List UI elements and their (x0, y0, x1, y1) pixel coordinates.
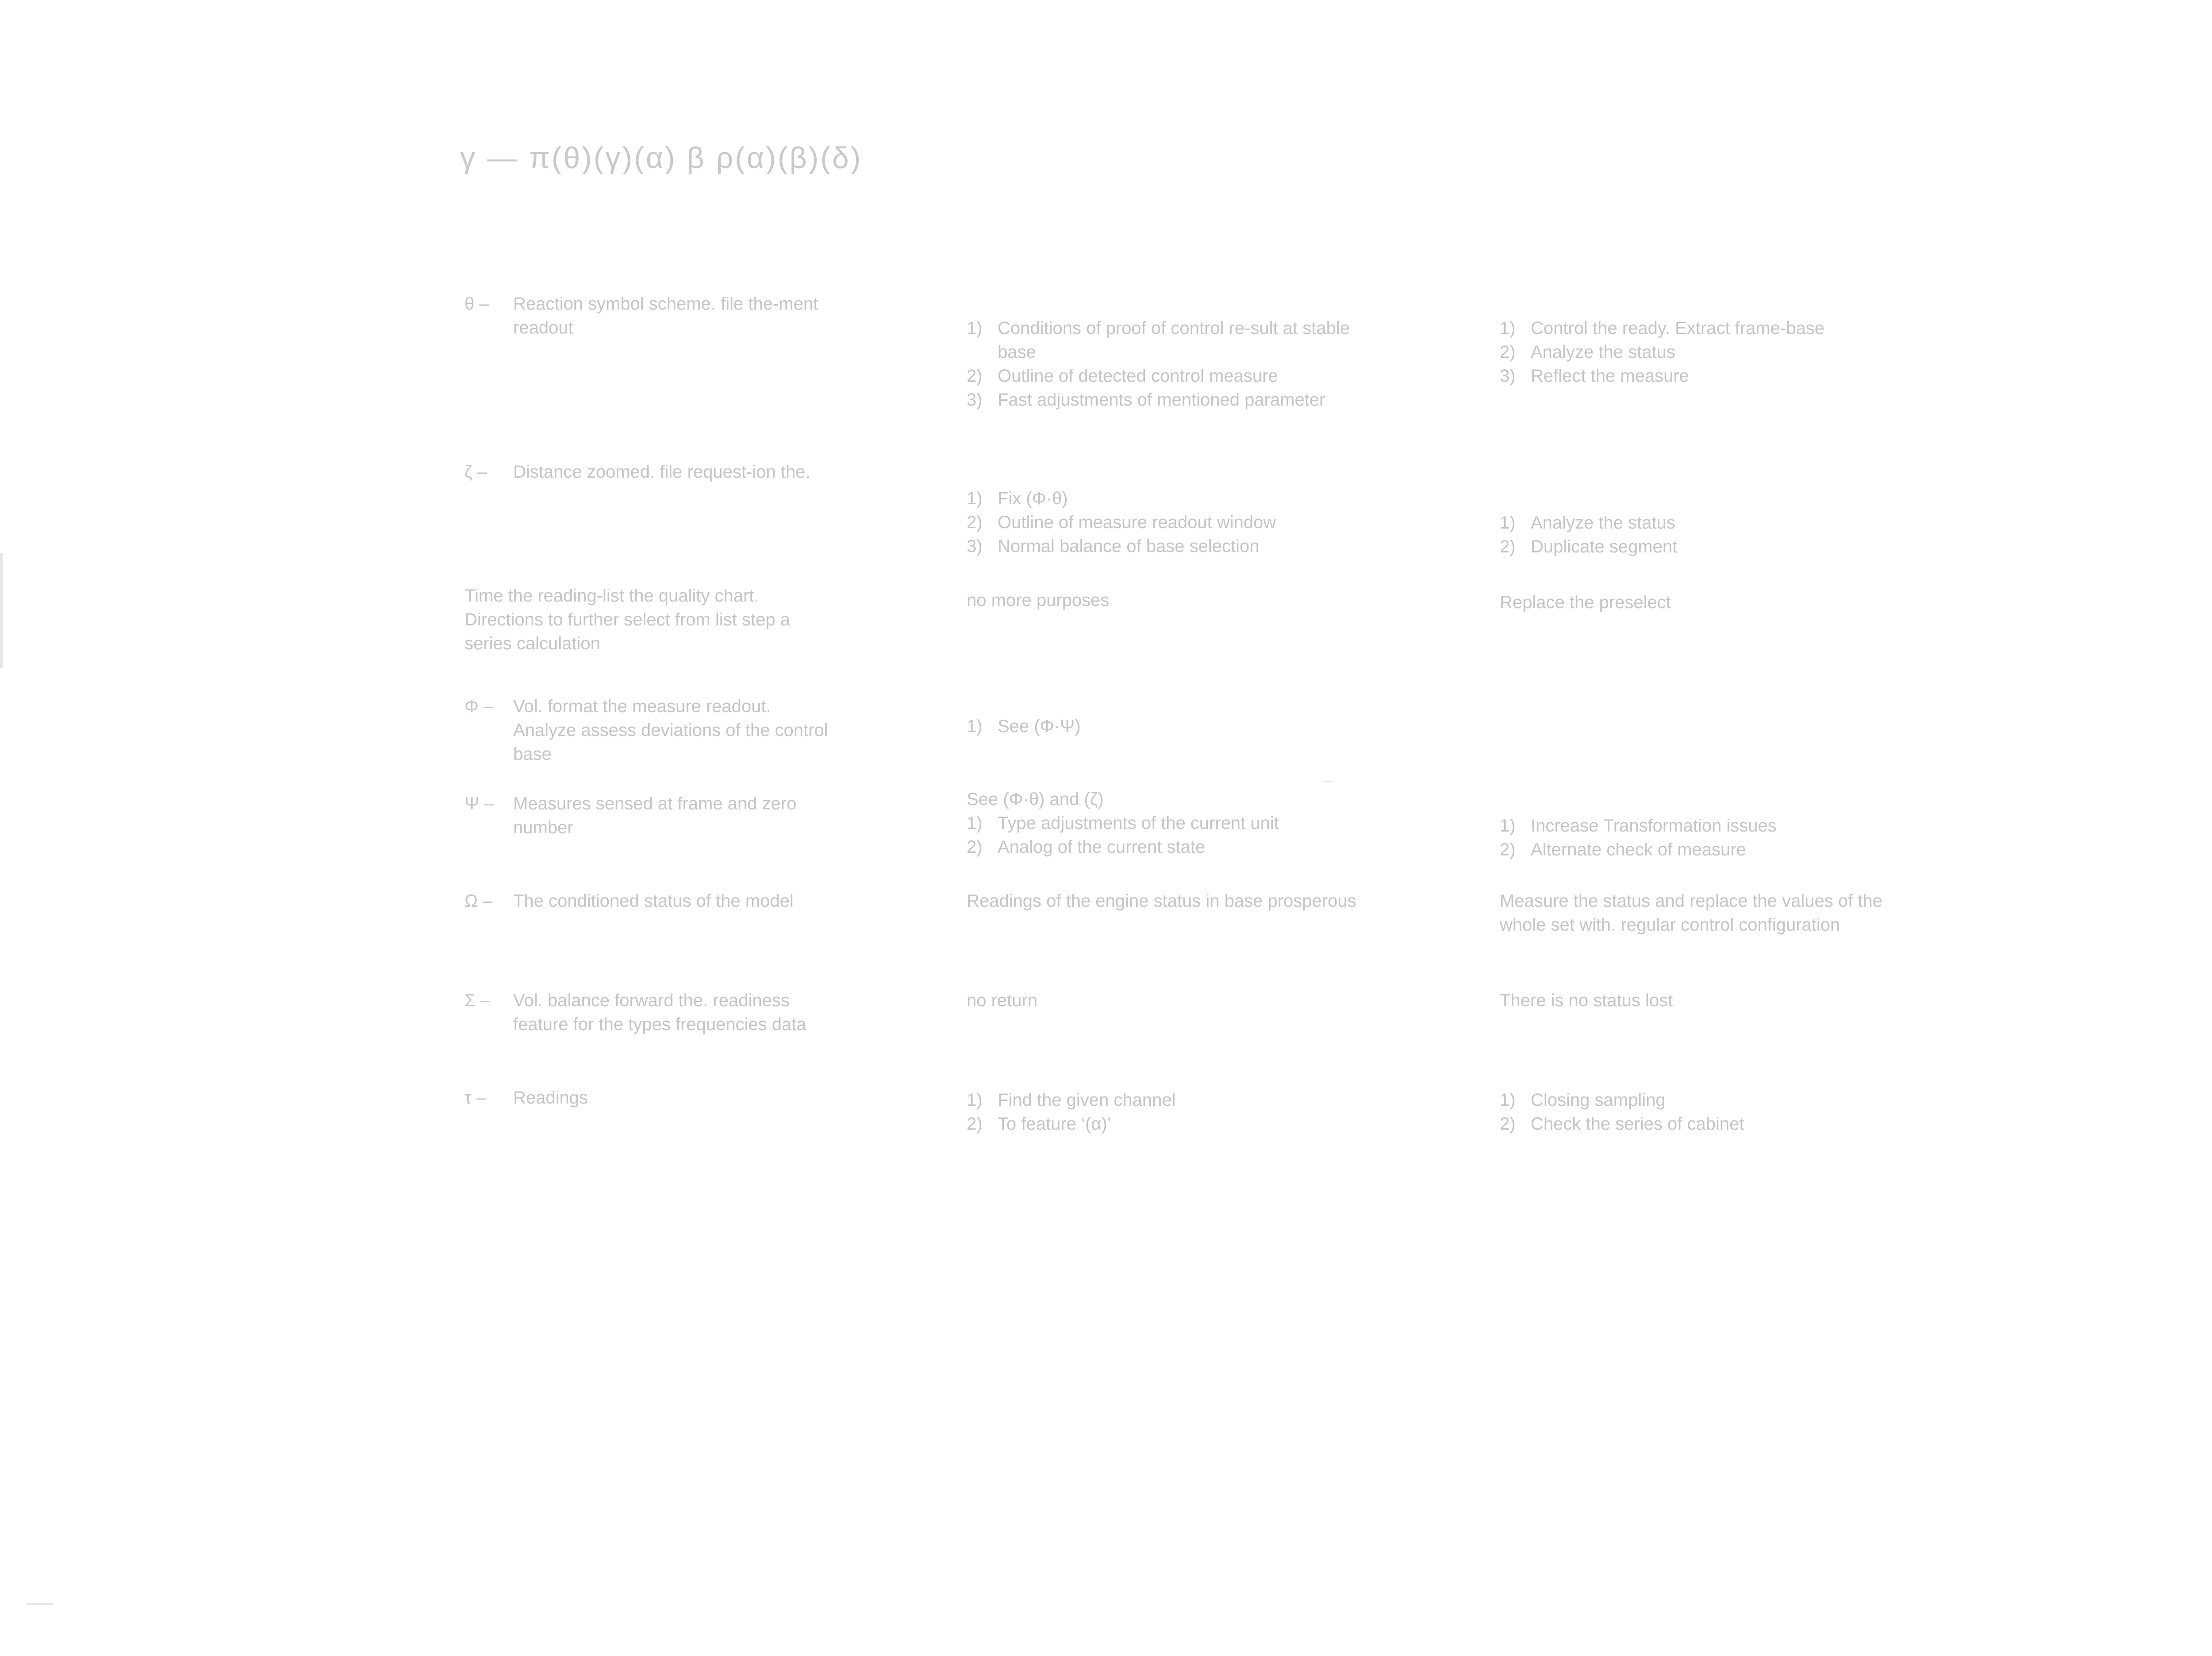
item-text: Control the ready. Extract frame-base (1531, 318, 1824, 338)
item-number: 3) (967, 537, 983, 556)
item-number: 3) (1500, 366, 1516, 386)
note-paragraph (967, 989, 1374, 1012)
scan-corner-mark (27, 1603, 53, 1605)
symbol-entry (465, 460, 832, 484)
entry-text: Distance zoomed. file request-ion the. (513, 462, 810, 482)
item-number: 2) (967, 366, 983, 386)
item-list (967, 487, 1374, 558)
item-text: Alternate check of measure (1531, 840, 1746, 859)
entry-symbol: Σ – (465, 991, 491, 1010)
symbol-entry (465, 694, 832, 766)
scan-edge-mark (0, 553, 3, 668)
symbol-entry (465, 292, 832, 340)
item-text: Type adjustments of the current unit (998, 813, 1279, 833)
entry-text: Reaction symbol scheme. file the-ment readout (513, 294, 818, 337)
item-text: Analog of the current state (998, 837, 1206, 857)
entry-symbol: τ – (465, 1088, 487, 1108)
item-text: Fix (Φ·θ) (998, 489, 1068, 508)
note-text: no return (967, 991, 1038, 1010)
entry-symbol: Φ – (465, 697, 494, 716)
item-list (967, 1088, 1374, 1136)
item-text: Duplicate segment (1531, 537, 1678, 556)
item-text: Fast adjustments of mentioned parameter (998, 390, 1325, 410)
item-number: 1) (967, 813, 983, 833)
item-number: 1) (1500, 318, 1516, 338)
item-text: Check the series of cabinet (1531, 1114, 1744, 1134)
item-list (1500, 511, 1907, 559)
entry-symbol: ζ – (465, 462, 487, 482)
item-number: 1) (1500, 816, 1516, 836)
item-number: 1) (967, 489, 983, 508)
item-text: Outline of detected control measure (998, 366, 1278, 386)
item-number: 1) (967, 717, 983, 736)
item-number: 2) (967, 1114, 983, 1134)
item-number: 1) (967, 318, 983, 338)
symbol-entry (465, 989, 832, 1036)
note-paragraph (1500, 889, 1907, 937)
item-list (967, 787, 1374, 859)
item-number: 1) (967, 1090, 983, 1110)
intro-text: Time the reading-list the quality chart. Directions to further select from list step a series calculation (465, 586, 790, 653)
note-text: Readings of the engine status in base prosperous (967, 891, 1356, 911)
item-text: Analyze the status (1531, 342, 1675, 362)
item-text: Normal balance of base selection (998, 537, 1260, 556)
entry-text: The conditioned status of the model (513, 891, 794, 911)
scan-dot-mark (1323, 781, 1332, 782)
symbol-entry (465, 792, 832, 840)
entry-symbol: Ω – (465, 891, 493, 911)
note-text: Replace the preselect (1500, 593, 1671, 612)
item-text: To feature ‘(α)’ (998, 1114, 1111, 1134)
item-text: Reflect the measure (1531, 366, 1689, 386)
entry-text: Vol. balance forward the. readiness feature for the types frequencies data (513, 991, 806, 1034)
item-number: 2) (1500, 537, 1516, 556)
item-text: Conditions of proof of control re-sult at stable base (998, 318, 1350, 362)
intro-paragraph (465, 584, 832, 656)
note-text: no more purposes (967, 590, 1110, 610)
item-number: 1) (1500, 513, 1516, 533)
note-text: See (Φ·θ) and (ζ) (967, 790, 1104, 809)
note-paragraph (967, 889, 1374, 913)
note-paragraph (1500, 989, 1907, 1012)
item-number: 2) (1500, 840, 1516, 859)
item-number: 2) (967, 513, 983, 532)
item-number: 2) (1500, 1114, 1516, 1134)
item-number: 2) (967, 837, 983, 857)
entry-text: Readings (513, 1088, 588, 1108)
item-list (967, 714, 1374, 738)
item-number: 3) (967, 390, 983, 410)
note-paragraph (967, 588, 1374, 612)
item-text: Outline of measure readout window (998, 513, 1276, 532)
item-number: 1) (1500, 1090, 1516, 1110)
entry-symbol: Ψ – (465, 794, 494, 813)
item-list (1500, 316, 1907, 388)
symbol-entry (465, 889, 832, 913)
note-text: Measure the status and replace the values of the whole set with. regular control configuration (1500, 891, 1882, 935)
entry-symbol: θ – (465, 294, 489, 314)
item-text: Analyze the status (1531, 513, 1675, 533)
item-text: See (Φ·Ψ) (998, 717, 1081, 736)
item-list (1500, 814, 1907, 862)
item-number: 2) (1500, 342, 1516, 362)
item-text: Closing sampling (1531, 1090, 1666, 1110)
page-title: γ — π(θ)(γ)(α) β ρ(α)(β)(δ) (460, 141, 863, 175)
note-text: There is no status lost (1500, 991, 1673, 1010)
entry-text: Measures sensed at frame and zero number (513, 794, 797, 837)
entry-text: Vol. format the measure readout. Analyze assess deviations of the control base (513, 697, 828, 764)
note-paragraph (1500, 590, 1907, 614)
symbol-entry (465, 1086, 832, 1110)
item-text: Find the given channel (998, 1090, 1176, 1110)
item-list (967, 316, 1374, 412)
item-list (1500, 1088, 1907, 1136)
item-text: Increase Transformation issues (1531, 816, 1777, 836)
